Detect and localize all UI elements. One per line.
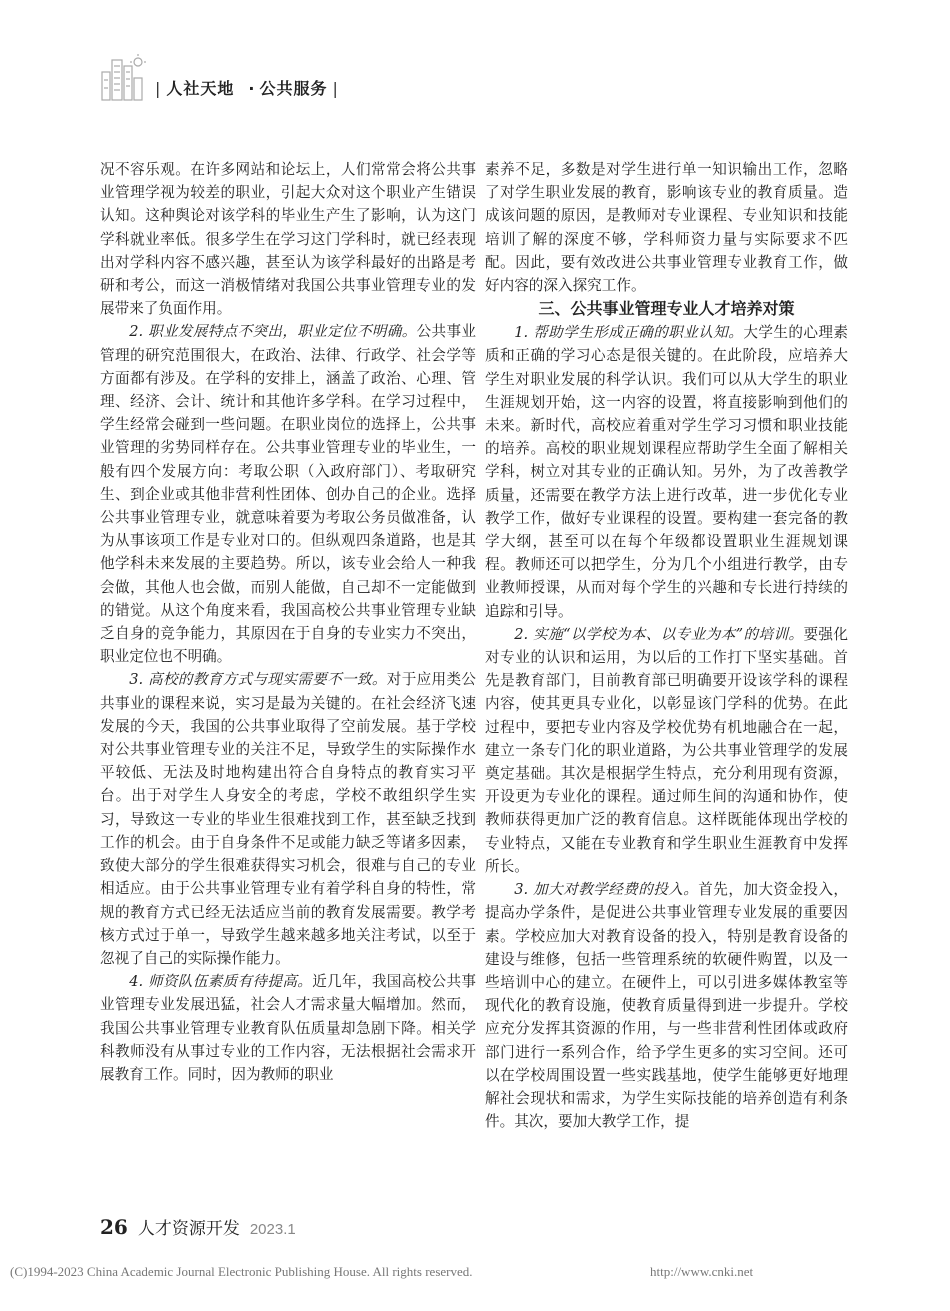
page-number: 26 xyxy=(100,1215,128,1239)
paragraph xyxy=(100,668,476,970)
journal-name: 人才资源开发 xyxy=(137,1219,240,1239)
section-heading: 三、公共事业管理专业人才培养对策 xyxy=(538,299,795,319)
left-column xyxy=(100,158,476,1086)
point-heading: 4. 师资队伍素质有待提高。 xyxy=(129,973,313,991)
cnki-url: http://www.cnki.net xyxy=(650,1264,754,1279)
paragraph xyxy=(485,623,848,878)
paragraph xyxy=(485,878,848,1133)
copyright-notice: (C)1994-2023 China Academic Journal Electronic Publishing House. All rights reserved. xyxy=(10,1264,473,1279)
issue-year: 2023.1 xyxy=(249,1221,296,1238)
point-heading: 2. 实施“以学校为本、以专业为本”的培训。 xyxy=(514,625,804,643)
section-name: 人社天地 xyxy=(166,79,235,98)
header-bar-left: | xyxy=(155,79,162,98)
page-footer xyxy=(100,1214,296,1239)
paragraph xyxy=(100,970,476,1086)
paragraph-body: 首先，加大资金投入，提高办学条件，是促进公共事业管理专业发展的重要因素。学校应加大对教育设备的投入，特别是教育设备的建设与维修，包括一些管理系统的软硬件购置，以及一些培训中心的建立。在硬件上，可以引进多媒体教室等现代化的教育设施，使教育质量得到进一步提升。学校应充分发挥其资源的作用，与一些非营利性团体或政府部门进行一系列合作，给予学生更多的实习空间。还可以在学校周围设置一些实践基地，使学生能够更好地理解社会现状和需求，为学生实际技能的培养创造有利条件。其次，要加大教学工作，提 xyxy=(485,881,848,1131)
section-title xyxy=(150,76,344,99)
paragraph: 素养不足，多数是对学生进行单一知识输出工作，忽略了对学生职业发展的教育，影响该专业的教育质量。造成该问题的原因，是教师对专业课程、专业知识和技能培训了解的深度不够，学科师资力量与实际要求不匹配。因此，要有效改进公共事业管理专业教育工作，做好内容的深入探究工作。 xyxy=(485,161,848,295)
right-column xyxy=(485,158,848,1133)
point-heading: 2. 职业发展特点不突出，职业定位不明确。 xyxy=(129,323,417,341)
paragraph-body: 公共事业管理的研究范围很大，在政治、法律、行政学、社会学等方面都有涉及。在学科的安排上，涵盖了政治、心理、管理、经济、会计、统计和其他许多学科。在学习过程中，学生经常会碰到一些问题。在职业岗位的选择上，公共事业管理的劣势同样存在。公共事业管理专业的毕业生，一般有四个发展方向：考取公职（入政府部门）、考取研究生、到企业或其他非营利性团体、创办自己的企业。选择公共事业管理专业，就意味着要为考取公务员做准备，认为从事该项工作是专业对口的。但纵观四条道路，也是其他学科未来发展的主要趋势。所以，该专业会给人一种我会做，其他人也会做，而别人能做，自己却不一定能做到的错觉。从这个角度来看，我国高校公共事业管理专业缺乏自身的竞争能力，其原因在于自身的专业实力不突出，职业定位也不明确。 xyxy=(100,323,476,666)
header-bar-right: | xyxy=(332,79,339,98)
paragraph: 况不容乐观。在许多网站和论坛上，人们常常会将公共事业管理学视为较差的职业，引起大众对这个职业产生错误认知。这种舆论对该学科的毕业生产生了影响，认为这门学科就业率低。很多学生在学习这门学科时，就已经表现出对学科内容不感兴趣，甚至认为该学科最好的出路是考研和考公，而这一消极情绪对我国公共事业管理专业的发展带来了负面作用。 xyxy=(100,161,476,318)
copyright-line xyxy=(10,1264,940,1280)
paragraph-body: 近几年，我国高校公共事业管理专业发展迅猛，社会人才需求量大幅增加。然而，我国公共事业管理专业教育队伍质量却急剧下降。相关学科教师没有从事过专业的工作内容，无法根据社会需求开展教育工作。同时，因为教师的职业 xyxy=(100,973,476,1083)
subsection-name: 公共服务 xyxy=(259,79,328,98)
point-heading: 1. 帮助学生形成正确的职业认知。 xyxy=(514,324,744,342)
header-dot: · xyxy=(248,79,256,98)
city-buildings-logo-icon xyxy=(100,52,146,102)
paragraph xyxy=(485,321,848,623)
point-heading: 3. 加大对教学经费的投入。 xyxy=(514,881,699,899)
paragraph-body: 对于应用类公共事业的课程来说，实习是最为关键的。在社会经济飞速发展的今天，我国的公共事业取得了空前发展。基于学校对公共事业管理专业的关注不足，导致学生的实际操作水平较低、无法及时地构建出符合自身特点的教育实习平台。出于对学生人身安全的考虑，学校不敢组织学生实习，导致这一专业的毕业生很难找到工作，甚至缺乏找到工作的机会。由于自身条件不足或能力缺乏等诸多因素，致使大部分的学生很难获得实习机会，很难与自己的专业相适应。由于公共事业管理专业有着学科自身的特性，常规的教育方式已经无法适应当前的教育发展需要。教学考核方式过于单一，导致学生越来越多地关注考试，以至于忽视了自己的实际操作能力。 xyxy=(100,671,476,967)
paragraph-body: 大学生的心理素质和正确的学习心态是很关键的。在此阶段，应培养大学生对职业发展的科学认识。我们可以从大学生的职业生涯规划开始，这一内容的设置，将直接影响到他们的未来。新时代，高校应着重对学生学习习惯和职业技能的培养。高校的职业规划课程应帮助学生全面了解相关学科，树立对其专业的正确认知。另外，为了改善教学质量，还需要在教学方法上进行改革，进一步优化专业教学工作，做好专业课程的设置。要构建一套完备的教学大纲，甚至可以在每个年级都设置职业生涯规划课程。教师还可以把学生，分为几个小组进行教学，由专业教师授课，从而对每个学生的兴趣和专长进行持续的追踪和引导。 xyxy=(485,324,848,620)
point-heading: 3. 高校的教育方式与现实需要不一致。 xyxy=(129,671,387,689)
page-header xyxy=(100,52,400,112)
paragraph xyxy=(100,320,476,668)
paragraph-body: 要强化对专业的认识和运用，为以后的工作打下坚实基础。首先是教育部门，目前教育部已明确要开设该学科的课程内容，使其更具专业化，以彰显该门学科的优势。在此过程中，要把专业内容及学校优势有机地融合在一起，建立一条专门化的职业道路，为公共事业管理学的发展奠定基础。其次是根据学生特点，充分利用现有资源，开设更为专业化的课程。通过师生间的沟通和协作，使教师获得更加广泛的教育信息。这样既能体现出学校的专业特点，又能在专业教育和学生职业生涯教育中发挥所长。 xyxy=(485,625,848,875)
